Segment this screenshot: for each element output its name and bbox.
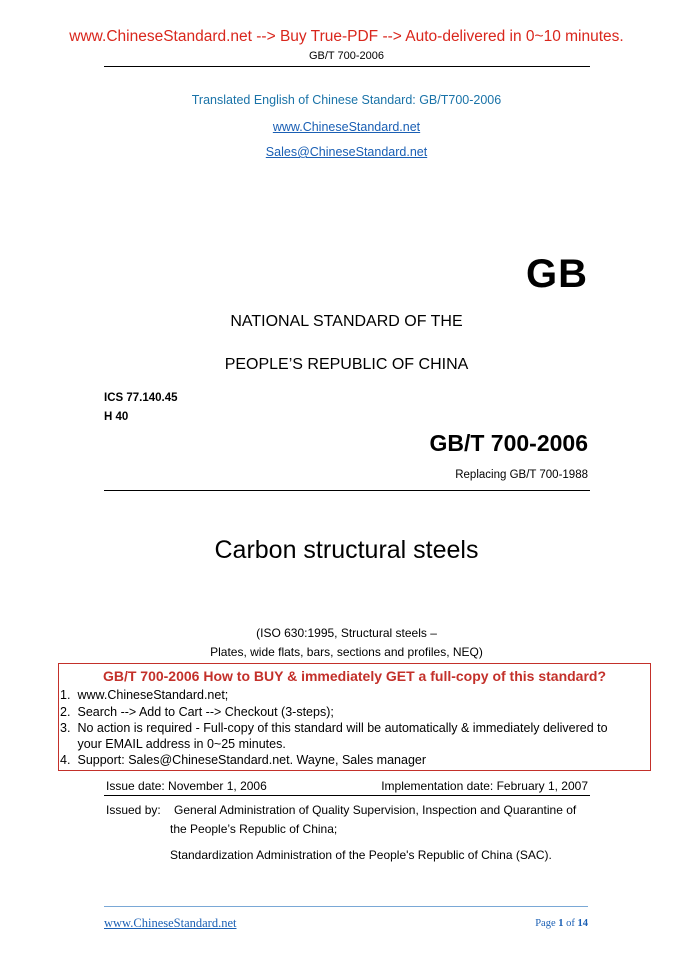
ccs-code: H 40 (104, 411, 129, 423)
page-of: of (563, 918, 578, 929)
buy-item-text: your EMAIL address in 0~25 minutes. (77, 737, 286, 751)
buy-box-title: GB/T 700-2006 How to BUY & immediately GET a full-copy of this standard? (102, 668, 607, 684)
issued-by-aqsiq: General Administration of Quality Supervision, Inspection and Quarantine of (174, 803, 577, 817)
buy-item-number: 3. (60, 721, 71, 735)
site-link[interactable]: www.ChineseStandard.net (272, 120, 421, 134)
iso-line-2: Plates, wide flats, bars, sections and profiles, NEQ) (210, 645, 483, 659)
page-indicator (535, 918, 588, 929)
buy-item-number: 2. (60, 705, 71, 719)
footer-rule (104, 906, 588, 907)
buy-item-text[interactable]: www.ChineseStandard.net; (77, 688, 229, 702)
page-prefix: Page (535, 918, 559, 929)
buy-item-text: Search --> Add to Cart --> Checkout (3-steps); (77, 705, 334, 719)
implementation-date: Implementation date: February 1, 2007 (381, 779, 588, 793)
header-rule (104, 66, 590, 67)
national-line-1: NATIONAL STANDARD OF THE (230, 313, 463, 330)
buy-item-number: 4. (60, 753, 71, 767)
issued-by-label: Issued by: (106, 803, 161, 817)
promo-banner[interactable]: www.ChineseStandard.net --> Buy True-PDF --> Auto-delivered in 0~10 minutes. (69, 28, 624, 45)
footer-site-link[interactable]: www.ChineseStandard.net (104, 916, 237, 930)
buy-item-text: No action is required - Full-copy of this standard will be automatically & immediately delivered to (77, 721, 608, 735)
buy-item-number: 1. (60, 688, 71, 702)
buy-item-3 (60, 721, 608, 735)
translated-line: Translated English of Chinese Standard: GB/T700-2006 (191, 93, 502, 107)
page-total: 14 (577, 918, 588, 929)
buy-item-1 (60, 688, 228, 702)
issued-by-aqsiq-cont: the People’s Republic of China; (170, 822, 338, 836)
dates-rule (104, 795, 590, 796)
site-link-wrap (0, 118, 693, 136)
replacing-note: Replacing GB/T 700-1988 (455, 469, 588, 481)
ics-code: ICS 77.140.45 (104, 392, 178, 404)
page-current: 1 (558, 918, 564, 929)
iso-line-1: (ISO 630:1995, Structural steels – (256, 626, 437, 640)
sales-email-wrap (0, 143, 693, 161)
document-title: Carbon structural steels (214, 536, 479, 564)
issue-date: Issue date: November 1, 2006 (106, 779, 267, 793)
gb-mark: GB (526, 252, 588, 296)
buy-item-3-cont (60, 737, 286, 751)
buy-item-2 (60, 705, 334, 719)
national-line-2: PEOPLE’S REPUBLIC OF CHINA (224, 356, 469, 373)
header-standard-number: GB/T 700-2006 (308, 50, 384, 62)
sales-email-link[interactable]: Sales@ChineseStandard.net (265, 145, 428, 159)
issued-by-sac: Standardization Administration of the People's Republic of China (SAC). (170, 848, 552, 862)
title-rule (104, 490, 590, 491)
standard-number: GB/T 700-2006 (429, 430, 588, 456)
buy-item-text[interactable]: Support: Sales@ChineseStandard.net. Wayne, Sales manager (77, 753, 427, 767)
buy-item-4 (60, 753, 426, 767)
